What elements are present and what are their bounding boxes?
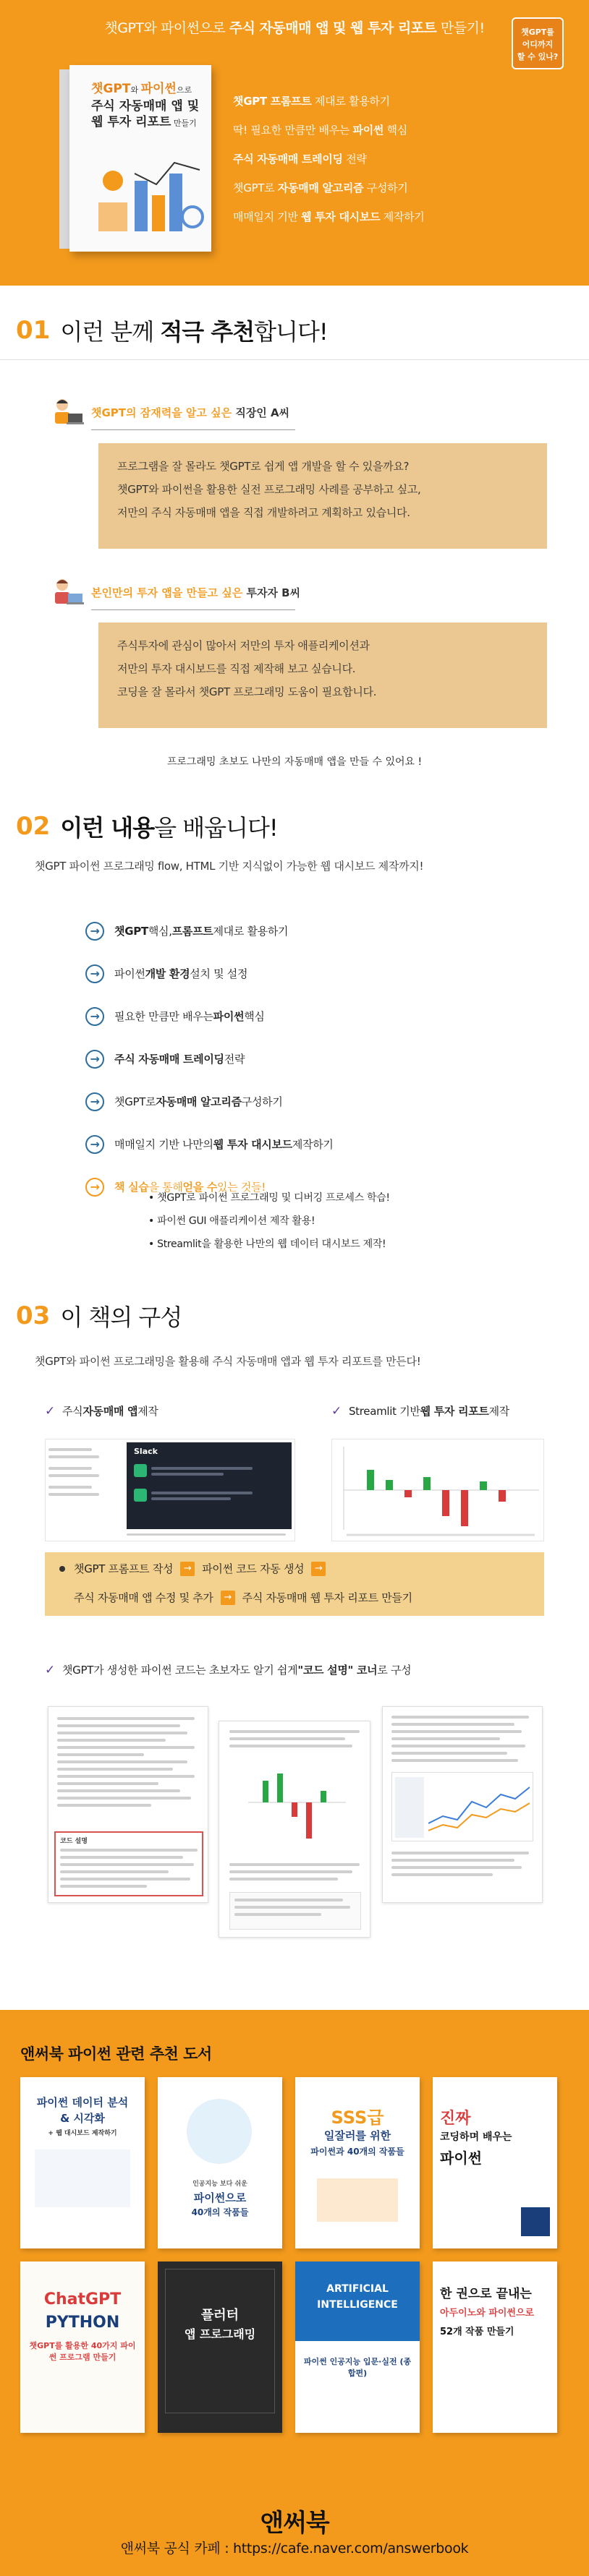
message-list <box>48 1445 102 1503</box>
persona-b-text: 본인만의 투자 앱을 만들고 싶은 투자자 B씨 <box>91 586 301 599</box>
doc-page-code <box>48 1706 208 1903</box>
learning-item: → 챗GPT로 자동매매 알고리즘 구성하기 <box>85 1080 534 1123</box>
learning-list <box>85 910 534 1208</box>
slack-window <box>127 1442 292 1529</box>
bullet-item: • 파이썬 GUI 애플리케이션 제작 활용! <box>148 1215 315 1227</box>
code-lines <box>57 1714 200 1815</box>
bullet-item: • 챗GPT로 파이썬 프로그래밍 및 디버깅 프로세스 학습! <box>148 1192 390 1204</box>
badge-line: 할 수 있나? <box>517 52 559 61</box>
learning-item: → 주식 자동매매 트레이딩 전략 <box>85 1037 534 1080</box>
persona-b-box <box>98 622 547 728</box>
developer-icon <box>52 398 84 427</box>
section-1-heading <box>16 312 328 348</box>
callout-title: 코드 설명 <box>60 1838 88 1845</box>
feature-check-report: ✓ Streamlit 기반 웹 투자 리포트 제작 <box>331 1403 509 1418</box>
section-2-heading <box>16 808 278 844</box>
doc-candlestick-chart <box>241 1759 349 1853</box>
hero-feature: 딱! 필요한 만큼만 배우는 파이썬 핵심 <box>233 124 407 137</box>
arrow-right-icon: → <box>180 1562 195 1576</box>
bullet-dot <box>59 1566 65 1572</box>
recommended-books-footer <box>0 2010 589 2576</box>
arrow-right-icon: → <box>85 1135 104 1154</box>
publisher-logo: 앤써북 <box>260 2509 329 2538</box>
book-card[interactable]: 한 권으로 끝내는 아두이노와 파이썬으로 52개 작품 만들기 <box>433 2262 557 2433</box>
box-text: 주식투자에 관심이 많아서 저만의 투자 애플리케이션과 <box>117 639 370 652</box>
publisher-cafe-link[interactable]: 앤써북 공식 카페 : https://cafe.naver.com/answerbook <box>120 2541 469 2556</box>
box-text: 코딩을 잘 몰라서 챗GPT 프로그래밍 도움이 필요합니다. <box>117 685 377 698</box>
arrow-right-icon: → <box>85 1007 104 1026</box>
hero-feature: 매매일지 기반 웹 투자 대시보드 제작하기 <box>233 210 425 223</box>
book-card[interactable]: ChatGPT PYTHON 챗GPT를 활용한 40가지 파이썬 프로그램 만들기 <box>20 2262 145 2433</box>
book-front <box>69 65 211 252</box>
section-title: 이런 내용을 배웁니다! <box>60 814 278 842</box>
book-card[interactable]: 인공지능 보다 쉬운 파이썬으로 40개의 작품들 <box>158 2077 282 2248</box>
badge-line: 어디까지 <box>522 40 554 49</box>
persona-a <box>52 396 289 428</box>
learning-item: → 필요한 만큼만 배우는 파이썬 핵심 <box>85 995 534 1037</box>
check-icon: ✓ <box>331 1403 342 1418</box>
section-2-subtitle: 챗GPT 파이썬 프로그래밍 flow, HTML 기반 지식없이 가능한 웹 대시보드 제작까지! <box>35 860 424 873</box>
book-illustration <box>98 152 207 239</box>
investor-icon <box>52 578 84 607</box>
box-text: 챗GPT와 파이썬을 활용한 실전 프로그래밍 사례를 공부하고 싶고, <box>117 483 421 496</box>
underline <box>91 429 295 430</box>
slack-title: Slack <box>134 1447 158 1456</box>
workflow-row-2: 주식 자동매매 앱 수정 및 추가 → 주식 자동매매 웹 투자 리포트 만들기 <box>74 1591 412 1604</box>
doc-dashboard-image <box>391 1772 533 1841</box>
section-title: 이 책의 구성 <box>60 1304 182 1331</box>
section-3-subtitle: 챗GPT와 파이썬 프로그래밍을 활용해 주식 자동매매 앱과 웹 투자 리포트를 만든다! <box>35 1355 421 1368</box>
arrow-right-icon: → <box>85 1050 104 1069</box>
arrow-right-icon: → <box>311 1562 326 1576</box>
doc-code-box <box>229 1892 361 1930</box>
arrow-right-icon: → <box>85 1092 104 1111</box>
hero-feature: 주식 자동매매 트레이딩 전략 <box>233 153 367 166</box>
book-card[interactable]: 파이썬 데이터 분석 & 시각화 + 웹 대시보드 제작하기 <box>20 2077 145 2248</box>
book-card[interactable]: SSS급 일잘러를 위한 파이썬과 40개의 작품들 <box>295 2077 420 2248</box>
hero-badge <box>512 17 564 69</box>
box-text: 저만의 주식 자동매매 앱을 직접 개발하려고 계획하고 있습니다. <box>117 506 410 519</box>
hero-feature: 챗GPT 프롬프트 제대로 활용하기 <box>233 95 390 108</box>
workflow-box <box>45 1552 544 1616</box>
book-card[interactable]: ARTIFICIAL INTELLIGENCE 파이썬 인공지능 입문·실전 (종합편) <box>295 2262 420 2433</box>
workflow-row-1: 챗GPT 프롬프트 작성 → 파이썬 코드 자동 생성 → <box>59 1561 333 1576</box>
hero-banner <box>0 0 589 286</box>
section-title: 이런 분께 적극 추천합니다! <box>60 318 328 346</box>
persona-a-text: 챗GPT의 잠재력을 알고 싶은 직장인 A씨 <box>91 406 290 419</box>
footer-title: 앤써북 파이썬 관련 추천 도서 <box>20 2045 212 2063</box>
learning-item-special: → 책 실습 을 통해 얻을 수 있는 것들! <box>85 1165 534 1208</box>
persona-a-box <box>98 443 547 549</box>
code-explanation-callout <box>54 1831 203 1896</box>
underline <box>91 609 295 610</box>
box-text: 저만의 투자 대시보드를 직접 제작해 보고 싶습니다. <box>117 662 356 675</box>
check-icon: ✓ <box>45 1662 55 1677</box>
arrow-right-icon: → <box>221 1591 235 1605</box>
outcome-bullets <box>148 1190 525 1259</box>
arrow-right-icon: → <box>85 1178 104 1197</box>
dashboard-screenshot <box>331 1439 544 1541</box>
book-card[interactable]: 진짜 코딩하며 배우는 파이썬 <box>433 2077 557 2248</box>
section-number: 01 <box>16 316 51 345</box>
check-icon: ✓ <box>45 1403 55 1418</box>
learning-item: → 챗GPT 핵심, 프롬프트 제대로 활용하기 <box>85 910 534 952</box>
doc-page-dashboard <box>382 1706 543 1903</box>
book-title: 챗GPT와 파이썬으로 주식 자동매매 앱 및 웹 투자 리포트 만들기 <box>91 82 200 129</box>
section-1-note: 프로그래밍 초보도 나만의 자동매매 앱을 만들 수 있어요 ! <box>166 756 423 768</box>
arrow-right-icon: → <box>85 964 104 983</box>
persona-b <box>52 576 300 608</box>
box-text: 프로그램을 잘 몰라도 챗GPT로 쉽게 앱 개발을 할 수 있을까요? <box>117 460 410 473</box>
section-3-heading <box>16 1298 182 1334</box>
divider <box>0 359 589 360</box>
section-number: 03 <box>16 1301 51 1330</box>
feature-check-code: ✓ 챗GPT가 생성한 파이썬 코드는 초보자도 알기 쉽게 "코드 설명" 코너 로 구성 <box>45 1662 412 1677</box>
candlestick-chart <box>332 1439 545 1542</box>
section-number: 02 <box>16 812 51 841</box>
book-card[interactable]: 플러터 앱 프로그래밍 <box>158 2262 282 2433</box>
hero-book-cover <box>59 65 211 253</box>
badge-line: 챗GPT를 <box>521 27 554 37</box>
hero-feature: 챗GPT로 자동매매 알고리즘 구성하기 <box>233 181 408 194</box>
bullet-item: • Streamlit을 활용한 나만의 웹 데이터 대시보드 제작! <box>148 1238 386 1250</box>
learning-item: → 매매일지 기반 나만의 웹 투자 대시보드 제작하기 <box>85 1123 534 1165</box>
arrow-right-icon: → <box>85 922 104 941</box>
app-screenshot <box>45 1439 295 1541</box>
learning-item: → 파이썬 개발 환경 설치 및 설정 <box>85 952 534 995</box>
doc-page-chart <box>219 1721 370 1938</box>
hero-tagline: 챗GPT와 파이썬으로 주식 자동매매 앱 및 웹 투자 리포트 만들기! <box>104 20 485 36</box>
feature-check-app: ✓ 주식 자동매매 앱 제작 <box>45 1403 158 1418</box>
hero-feature-list <box>233 87 551 231</box>
